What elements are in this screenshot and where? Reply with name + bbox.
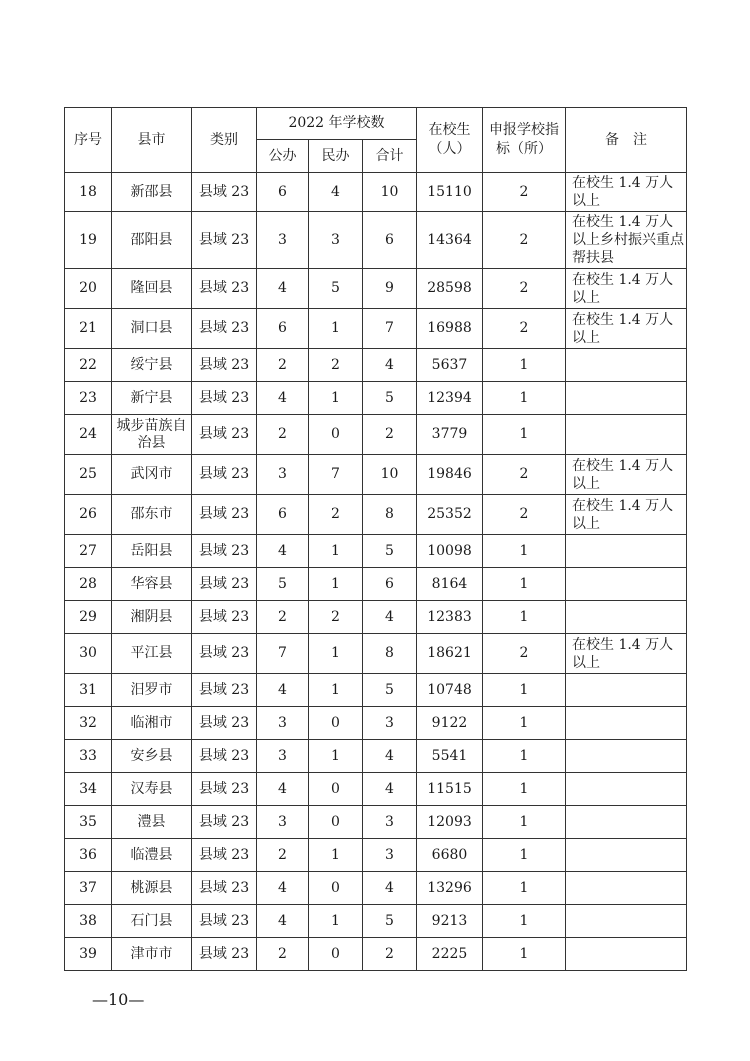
cell-county: 临湘市 (112, 707, 192, 740)
cell-county: 武冈市 (112, 455, 192, 495)
cell-seq: 21 (65, 309, 112, 349)
cell-public: 2 (257, 938, 309, 971)
cell-total: 4 (363, 773, 417, 806)
cell-seq: 38 (65, 905, 112, 938)
cell-seq: 19 (65, 212, 112, 269)
cell-private: 1 (309, 309, 363, 349)
cell-private: 1 (309, 535, 363, 568)
cell-seq: 36 (65, 839, 112, 872)
cell-remark (566, 674, 687, 707)
cell-private: 5 (309, 269, 363, 309)
header-seq: 序号 (65, 108, 112, 173)
cell-quota: 2 (483, 212, 566, 269)
cell-total: 5 (363, 905, 417, 938)
cell-total: 5 (363, 674, 417, 707)
cell-county: 汨罗市 (112, 674, 192, 707)
cell-total: 10 (363, 173, 417, 212)
cell-county: 洞口县 (112, 309, 192, 349)
cell-students: 12394 (417, 382, 483, 415)
table-row (65, 212, 687, 269)
cell-remark (566, 905, 687, 938)
cell-quota: 1 (483, 938, 566, 971)
cell-category: 县域 23 (192, 382, 257, 415)
cell-public: 6 (257, 309, 309, 349)
cell-remark: 在校生 1.4 万人以上 (566, 269, 687, 309)
cell-total: 8 (363, 495, 417, 535)
cell-seq: 20 (65, 269, 112, 309)
cell-category: 县域 23 (192, 674, 257, 707)
cell-total: 6 (363, 212, 417, 269)
cell-quota: 2 (483, 455, 566, 495)
cell-seq: 22 (65, 349, 112, 382)
cell-quota: 1 (483, 740, 566, 773)
cell-remark (566, 349, 687, 382)
cell-remark: 在校生 1.4 万人以上 (566, 173, 687, 212)
cell-seq: 23 (65, 382, 112, 415)
cell-category: 县域 23 (192, 839, 257, 872)
cell-remark: 在校生 1.4 万人以上 (566, 455, 687, 495)
cell-county: 岳阳县 (112, 535, 192, 568)
cell-quota: 1 (483, 839, 566, 872)
cell-category: 县域 23 (192, 905, 257, 938)
cell-total: 8 (363, 634, 417, 674)
header-private: 民办 (309, 140, 363, 173)
cell-category: 县域 23 (192, 740, 257, 773)
cell-category: 县域 23 (192, 269, 257, 309)
cell-quota: 1 (483, 707, 566, 740)
table-row (65, 568, 687, 601)
cell-students: 6680 (417, 839, 483, 872)
cell-seq: 27 (65, 535, 112, 568)
table-row (65, 806, 687, 839)
table-row (65, 309, 687, 349)
cell-total: 2 (363, 415, 417, 455)
cell-students: 18621 (417, 634, 483, 674)
cell-seq: 34 (65, 773, 112, 806)
table-row (65, 773, 687, 806)
cell-quota: 1 (483, 349, 566, 382)
cell-private: 2 (309, 495, 363, 535)
cell-students: 28598 (417, 269, 483, 309)
table-row (65, 173, 687, 212)
cell-county: 津市市 (112, 938, 192, 971)
cell-public: 2 (257, 601, 309, 634)
cell-quota: 1 (483, 382, 566, 415)
cell-students: 8164 (417, 568, 483, 601)
cell-category: 县域 23 (192, 872, 257, 905)
cell-total: 4 (363, 601, 417, 634)
cell-remark (566, 601, 687, 634)
cell-seq: 24 (65, 415, 112, 455)
cell-total: 3 (363, 707, 417, 740)
cell-quota: 2 (483, 173, 566, 212)
table-row (65, 938, 687, 971)
cell-category: 县域 23 (192, 568, 257, 601)
cell-students: 15110 (417, 173, 483, 212)
cell-quota: 1 (483, 535, 566, 568)
table-row (65, 740, 687, 773)
cell-public: 6 (257, 495, 309, 535)
table-row (65, 839, 687, 872)
cell-remark (566, 740, 687, 773)
cell-private: 0 (309, 415, 363, 455)
cell-students: 2225 (417, 938, 483, 971)
cell-public: 4 (257, 773, 309, 806)
cell-category: 县域 23 (192, 173, 257, 212)
cell-remark (566, 938, 687, 971)
cell-remark (566, 839, 687, 872)
cell-private: 2 (309, 349, 363, 382)
cell-remark (566, 773, 687, 806)
cell-seq: 26 (65, 495, 112, 535)
cell-public: 5 (257, 568, 309, 601)
cell-category: 县域 23 (192, 634, 257, 674)
schools-table (64, 107, 687, 971)
cell-public: 3 (257, 707, 309, 740)
cell-county: 平江县 (112, 634, 192, 674)
cell-category: 县域 23 (192, 495, 257, 535)
cell-seq: 32 (65, 707, 112, 740)
cell-total: 3 (363, 806, 417, 839)
cell-total: 9 (363, 269, 417, 309)
cell-category: 县域 23 (192, 212, 257, 269)
cell-private: 1 (309, 634, 363, 674)
cell-seq: 29 (65, 601, 112, 634)
cell-public: 6 (257, 173, 309, 212)
cell-total: 5 (363, 382, 417, 415)
cell-private: 1 (309, 674, 363, 707)
cell-public: 4 (257, 269, 309, 309)
cell-total: 4 (363, 872, 417, 905)
cell-seq: 28 (65, 568, 112, 601)
cell-total: 4 (363, 740, 417, 773)
table-row (65, 634, 687, 674)
cell-private: 3 (309, 212, 363, 269)
cell-private: 1 (309, 839, 363, 872)
cell-private: 7 (309, 455, 363, 495)
cell-county: 临澧县 (112, 839, 192, 872)
cell-remark (566, 872, 687, 905)
cell-quota: 1 (483, 674, 566, 707)
cell-public: 2 (257, 415, 309, 455)
table-row (65, 495, 687, 535)
header-county: 县市 (112, 108, 192, 173)
cell-total: 3 (363, 839, 417, 872)
cell-remark (566, 707, 687, 740)
cell-county: 隆回县 (112, 269, 192, 309)
cell-seq: 35 (65, 806, 112, 839)
cell-students: 12093 (417, 806, 483, 839)
cell-private: 1 (309, 905, 363, 938)
header-quota: 申报学校指标（所） (483, 108, 566, 173)
cell-remark (566, 535, 687, 568)
table-row (65, 674, 687, 707)
cell-public: 4 (257, 872, 309, 905)
cell-seq: 25 (65, 455, 112, 495)
table-row (65, 601, 687, 634)
cell-quota: 1 (483, 773, 566, 806)
cell-public: 2 (257, 839, 309, 872)
table-row (65, 455, 687, 495)
cell-remark (566, 568, 687, 601)
cell-public: 3 (257, 212, 309, 269)
cell-private: 0 (309, 872, 363, 905)
cell-quota: 1 (483, 806, 566, 839)
cell-total: 4 (363, 349, 417, 382)
cell-category: 县域 23 (192, 535, 257, 568)
cell-county: 石门县 (112, 905, 192, 938)
cell-private: 4 (309, 173, 363, 212)
cell-remark (566, 382, 687, 415)
cell-quota: 1 (483, 568, 566, 601)
cell-county: 新邵县 (112, 173, 192, 212)
header-total: 合计 (363, 140, 417, 173)
cell-quota: 2 (483, 495, 566, 535)
table-row (65, 349, 687, 382)
cell-seq: 18 (65, 173, 112, 212)
table-row (65, 269, 687, 309)
cell-public: 2 (257, 349, 309, 382)
cell-seq: 31 (65, 674, 112, 707)
cell-public: 4 (257, 674, 309, 707)
cell-private: 0 (309, 707, 363, 740)
cell-remark (566, 415, 687, 455)
cell-students: 14364 (417, 212, 483, 269)
cell-students: 9122 (417, 707, 483, 740)
cell-county: 湘阴县 (112, 601, 192, 634)
table-row (65, 905, 687, 938)
table-row (65, 707, 687, 740)
cell-remark: 在校生 1.4 万人以上乡村振兴重点帮扶县 (566, 212, 687, 269)
cell-quota: 1 (483, 415, 566, 455)
cell-public: 4 (257, 535, 309, 568)
cell-county: 桃源县 (112, 872, 192, 905)
cell-private: 1 (309, 568, 363, 601)
cell-remark: 在校生 1.4 万人以上 (566, 634, 687, 674)
cell-students: 3779 (417, 415, 483, 455)
cell-remark: 在校生 1.4 万人以上 (566, 495, 687, 535)
cell-students: 10098 (417, 535, 483, 568)
cell-county: 汉寿县 (112, 773, 192, 806)
cell-private: 1 (309, 740, 363, 773)
cell-seq: 39 (65, 938, 112, 971)
cell-total: 5 (363, 535, 417, 568)
header-public: 公办 (257, 140, 309, 173)
cell-total: 7 (363, 309, 417, 349)
cell-quota: 1 (483, 905, 566, 938)
cell-public: 4 (257, 382, 309, 415)
cell-students: 10748 (417, 674, 483, 707)
table-row (65, 535, 687, 568)
cell-private: 0 (309, 938, 363, 971)
cell-category: 县域 23 (192, 309, 257, 349)
cell-private: 0 (309, 773, 363, 806)
cell-quota: 2 (483, 269, 566, 309)
cell-category: 县域 23 (192, 601, 257, 634)
cell-category: 县域 23 (192, 415, 257, 455)
cell-students: 16988 (417, 309, 483, 349)
cell-public: 3 (257, 740, 309, 773)
cell-county: 邵阳县 (112, 212, 192, 269)
cell-total: 10 (363, 455, 417, 495)
cell-county: 华容县 (112, 568, 192, 601)
cell-county: 绥宁县 (112, 349, 192, 382)
cell-public: 3 (257, 806, 309, 839)
header-category: 类别 (192, 108, 257, 173)
cell-remark: 在校生 1.4 万人以上 (566, 309, 687, 349)
header-schools-group: 2022 年学校数 (257, 108, 417, 140)
cell-county: 新宁县 (112, 382, 192, 415)
cell-quota: 2 (483, 634, 566, 674)
cell-quota: 1 (483, 601, 566, 634)
cell-students: 5637 (417, 349, 483, 382)
cell-students: 12383 (417, 601, 483, 634)
cell-county: 安乡县 (112, 740, 192, 773)
table-row (65, 872, 687, 905)
cell-total: 6 (363, 568, 417, 601)
cell-seq: 37 (65, 872, 112, 905)
cell-category: 县域 23 (192, 806, 257, 839)
cell-seq: 33 (65, 740, 112, 773)
cell-seq: 30 (65, 634, 112, 674)
cell-private: 1 (309, 382, 363, 415)
table-row (65, 382, 687, 415)
cell-county: 澧县 (112, 806, 192, 839)
cell-private: 0 (309, 806, 363, 839)
header-students: 在校生（人） (417, 108, 483, 173)
header-remark: 备 注 (566, 108, 687, 173)
cell-category: 县域 23 (192, 707, 257, 740)
cell-students: 9213 (417, 905, 483, 938)
cell-category: 县域 23 (192, 349, 257, 382)
cell-category: 县域 23 (192, 455, 257, 495)
cell-students: 19846 (417, 455, 483, 495)
cell-total: 2 (363, 938, 417, 971)
cell-public: 4 (257, 905, 309, 938)
page-number: —10— (92, 990, 145, 1009)
cell-category: 县域 23 (192, 773, 257, 806)
cell-quota: 1 (483, 872, 566, 905)
table-row (65, 415, 687, 455)
cell-private: 2 (309, 601, 363, 634)
cell-students: 25352 (417, 495, 483, 535)
cell-students: 13296 (417, 872, 483, 905)
cell-quota: 2 (483, 309, 566, 349)
cell-county: 城步苗族自治县 (112, 415, 192, 455)
cell-remark (566, 806, 687, 839)
cell-category: 县域 23 (192, 938, 257, 971)
cell-students: 11515 (417, 773, 483, 806)
cell-county: 邵东市 (112, 495, 192, 535)
cell-public: 7 (257, 634, 309, 674)
cell-students: 5541 (417, 740, 483, 773)
cell-public: 3 (257, 455, 309, 495)
